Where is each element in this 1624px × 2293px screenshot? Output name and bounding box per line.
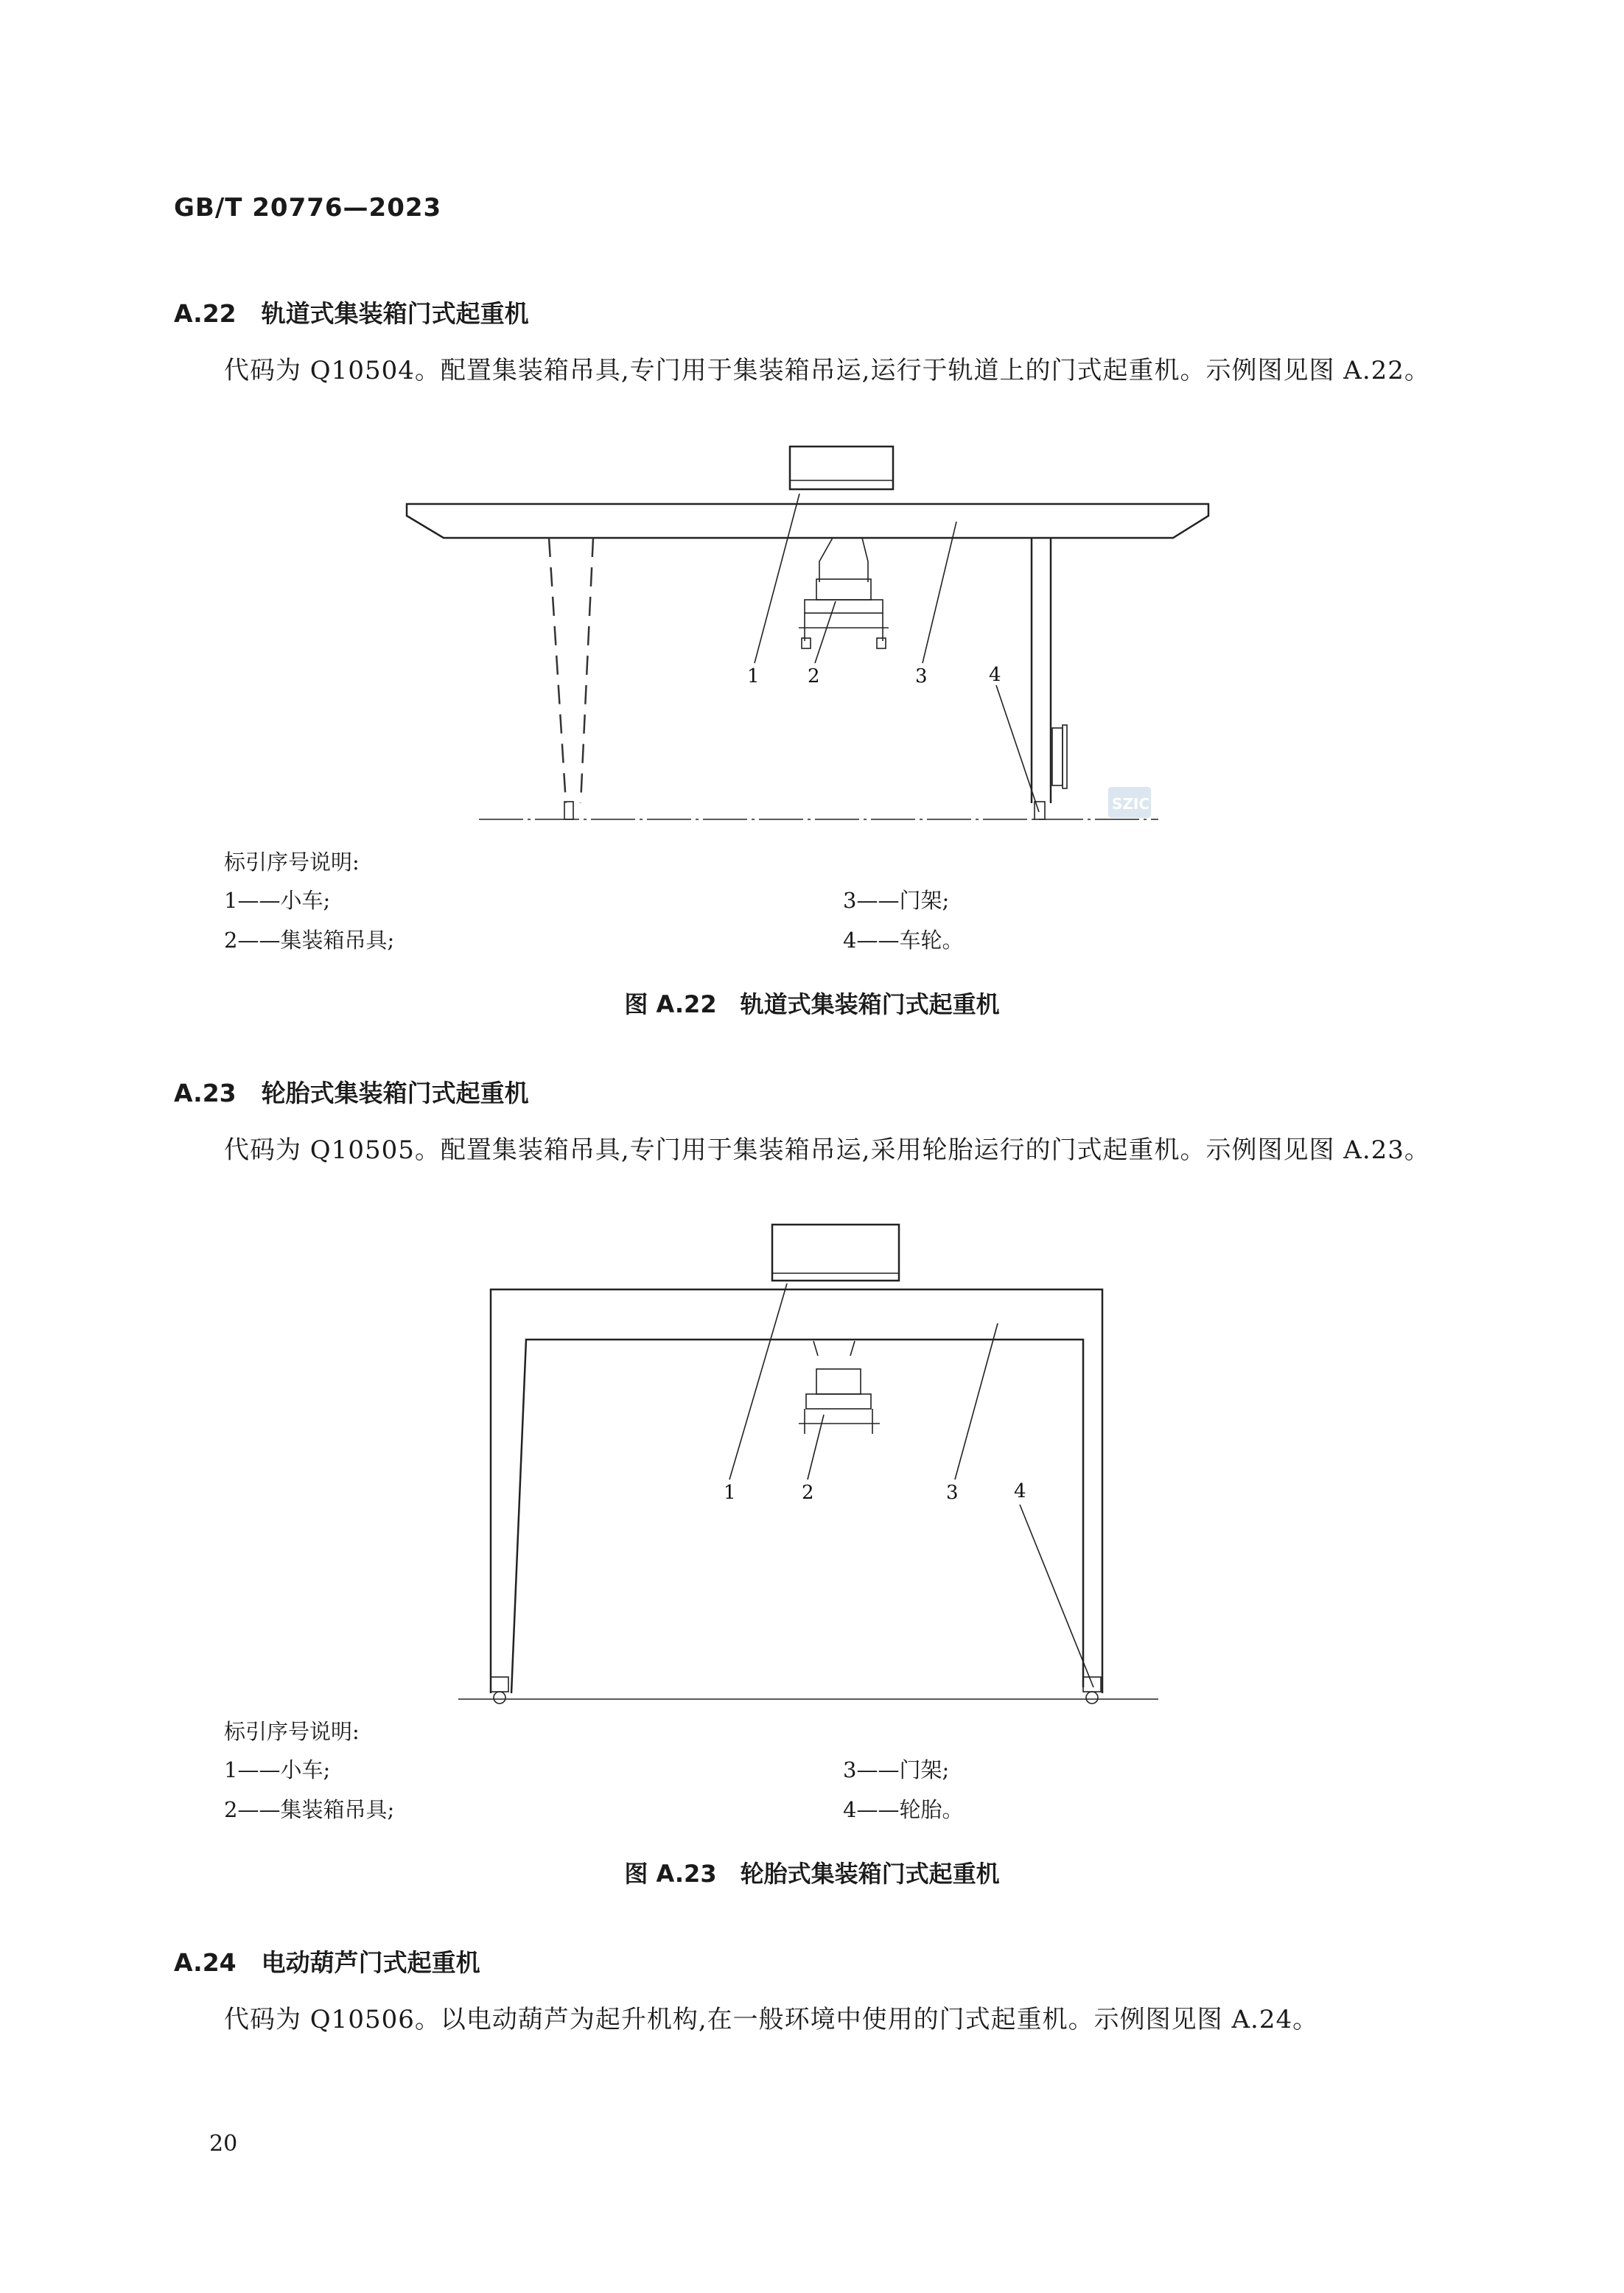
legend-item: 3——门架;	[843, 1757, 950, 1782]
callout-label-1: 1	[747, 665, 760, 687]
figure-a22-drawing	[0, 435, 1624, 847]
spreader-shape	[799, 1341, 880, 1434]
callout-label-3: 3	[946, 1482, 959, 1504]
legend-item: 2——集装箱吊具;	[224, 1797, 395, 1822]
page-number: 20	[209, 2131, 238, 2157]
section-number: A.24	[174, 1948, 237, 1977]
section-body-a23: 代码为 Q10505。配置集装箱吊具,专门用于集装箱吊运,采用轮胎运行的门式起重机。示例图见图 A.23。	[224, 1135, 1430, 1165]
callout-label-3: 3	[915, 665, 928, 687]
legend-item: 3——门架;	[843, 888, 950, 913]
caption-number: 图 A.23	[624, 1860, 717, 1888]
section-title: 轨道式集装箱门式起重机	[261, 299, 529, 328]
section-body-a22: 代码为 Q10504。配置集装箱吊具,专门用于集装箱吊运,运行于轨道上的门式起重机。示例图见图 A.22。	[224, 356, 1430, 385]
section-title: 轮胎式集装箱门式起重机	[261, 1079, 529, 1107]
section-heading-a23	[174, 1074, 529, 1109]
standard-number-header: GB/T 20776—2023	[174, 193, 442, 223]
trolley-shape	[790, 447, 893, 489]
callout-label-2: 2	[802, 1482, 814, 1504]
caption-title: 轨道式集装箱门式起重机	[740, 990, 1000, 1018]
watermark-text: SZIC	[1112, 795, 1150, 813]
legend-item: 1——小车;	[224, 888, 331, 913]
section-number: A.22	[174, 299, 237, 328]
caption-number: 图 A.22	[624, 990, 717, 1018]
gantry-girder-shape	[407, 504, 1208, 538]
gantry-frame-shape	[491, 1289, 1102, 1693]
callout-label-2: 2	[808, 665, 820, 687]
callout-label-4: 4	[1014, 1480, 1026, 1502]
legend-item: 4——车轮。	[843, 928, 964, 953]
spreader-shape	[799, 538, 889, 648]
figure-a23-drawing	[0, 1216, 1624, 1717]
section-title: 电动葫芦门式起重机	[261, 1948, 480, 1977]
legend-title: 标引序号说明:	[224, 850, 360, 875]
section-body-a24: 代码为 Q10506。以电动葫芦为起升机构,在一般环境中使用的门式起重机。示例图见图 A.24。	[224, 2005, 1319, 2034]
callout-label-1: 1	[724, 1482, 736, 1504]
trolley-shape	[772, 1225, 899, 1281]
legend-item: 2——集装箱吊具;	[224, 928, 395, 953]
section-heading-a22	[174, 295, 529, 329]
legend-title: 标引序号说明:	[224, 1719, 360, 1744]
legend-item: 1——小车;	[224, 1757, 331, 1782]
figure-caption-a22	[0, 986, 1624, 1020]
figure-caption-a23	[0, 1855, 1624, 1889]
callout-label-4: 4	[989, 664, 1001, 686]
section-heading-a24	[174, 1944, 480, 1978]
caption-title: 轮胎式集装箱门式起重机	[740, 1860, 1000, 1888]
section-number: A.23	[174, 1079, 237, 1107]
legend-item: 4——轮胎。	[843, 1797, 964, 1822]
